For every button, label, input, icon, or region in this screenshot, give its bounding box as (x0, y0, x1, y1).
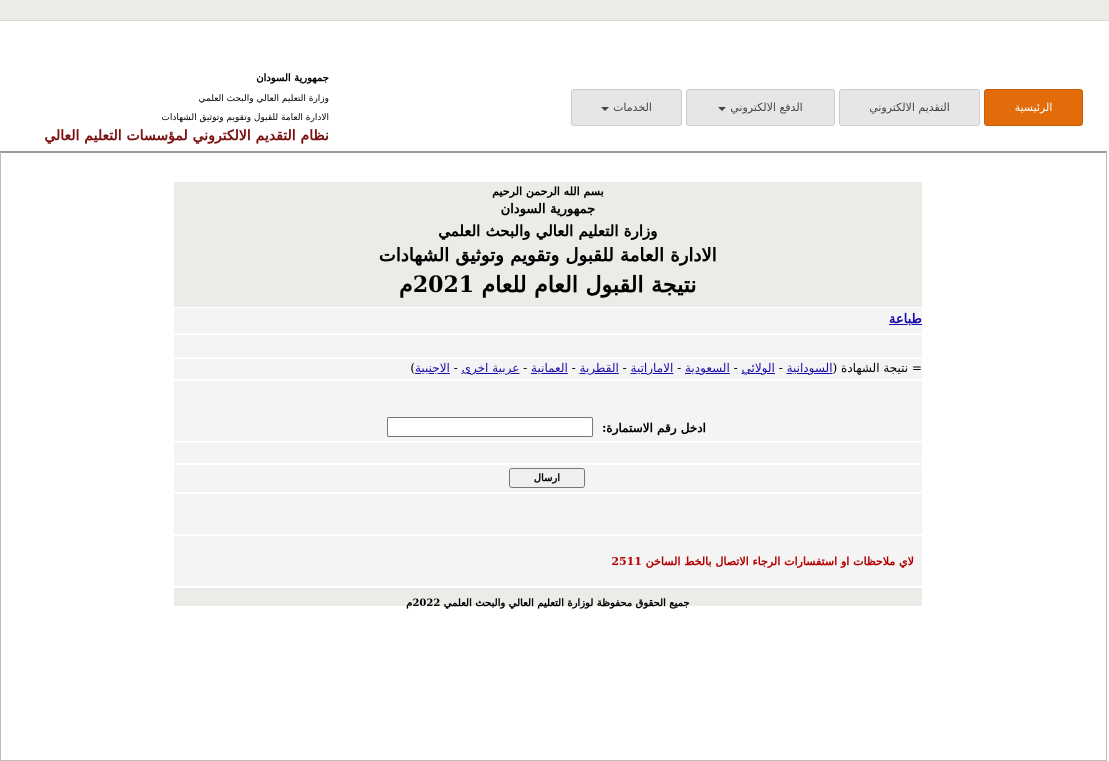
cert-separator: - (449, 361, 462, 375)
print-row (174, 308, 922, 333)
copyright-text: جميع الحقوق محفوظة لوزارة التعليم العالي والبحث العلمي 2022م (406, 598, 690, 609)
cert-link-emirati[interactable]: الاماراتية (630, 361, 674, 375)
main-nav (571, 89, 1083, 126)
result-title-block (174, 182, 922, 307)
chevron-down-icon (718, 107, 726, 111)
nav-payment-label: الدفع الالكتروني (730, 101, 803, 114)
title-ministry: وزارة التعليم العالي والبحث العلمي (438, 222, 658, 240)
basmala: بسم الله الرحمن الرحيم (492, 185, 604, 198)
nav-home-button[interactable] (984, 89, 1083, 126)
form-number-row (174, 381, 922, 441)
title-directorate: الادارة العامة للقبول وتقويم وتوثيق الشهادات (379, 245, 717, 266)
nav-online-apply-button[interactable] (839, 89, 980, 126)
header-directorate: الادارة العامة للقبول وتقويم وتوثيق الشهادات (161, 113, 329, 123)
spacer-row (174, 443, 922, 463)
cert-link-state[interactable]: الولائي (741, 361, 775, 375)
spacer-row (174, 335, 922, 357)
cert-separator: - (729, 361, 742, 375)
cert-separator: - (618, 361, 631, 375)
certificate-suffix: ) (410, 361, 415, 375)
submit-button[interactable]: ارسال (509, 468, 585, 488)
cert-separator: - (774, 361, 787, 375)
cert-link-omani[interactable]: العمانية (531, 361, 568, 375)
title-country: جمهورية السودان (500, 202, 596, 217)
chevron-down-icon (601, 107, 609, 111)
top-strip (0, 0, 1109, 21)
submit-row (174, 465, 922, 492)
system-title: نظام التقديم الالكتروني لمؤسسات التعليم العالي (44, 128, 329, 144)
nav-payment-button[interactable] (686, 89, 835, 126)
note-row (174, 536, 922, 586)
certificate-selector (410, 361, 922, 375)
cert-separator: - (673, 361, 685, 375)
cert-link-sudanese[interactable]: السودانية (786, 361, 833, 375)
header-ministry: وزارة التعليم العالي والبحث العلمي (198, 94, 329, 104)
nav-online-apply-label: التقديم الالكتروني (869, 101, 950, 114)
cert-link-other-arab[interactable]: عربية اخرى (461, 361, 520, 375)
form-number-label: ادخل رقم الاستمارة: (601, 421, 706, 435)
print-link[interactable]: طباعة (889, 312, 922, 327)
form-number-input[interactable] (387, 417, 593, 437)
copyright-row (174, 588, 922, 609)
hotline-note: لاي ملاحظات او استفسارات الرجاء الاتصال بالخط الساخن 2511 (611, 555, 914, 568)
header-country: جمهورية السودان (256, 73, 329, 84)
cert-link-saudi[interactable]: السعودية (685, 361, 730, 375)
cert-link-foreign[interactable]: الاجنبية (415, 361, 450, 375)
nav-home-label: الرئيسية (1014, 101, 1053, 114)
result-title: نتيجة القبول العام للعام 2021م (399, 272, 697, 298)
site-header (9, 68, 329, 146)
nav-services-button[interactable] (571, 89, 682, 126)
cert-link-qatari[interactable]: القطرية (579, 361, 619, 375)
certificate-prefix: = نتيجة الشهادة ( (832, 361, 922, 375)
nav-services-label: الخدمات (613, 101, 652, 114)
certificate-row (174, 359, 922, 379)
cert-separator: - (519, 361, 532, 375)
cert-separator: - (567, 361, 580, 375)
spacer-row (174, 494, 922, 534)
